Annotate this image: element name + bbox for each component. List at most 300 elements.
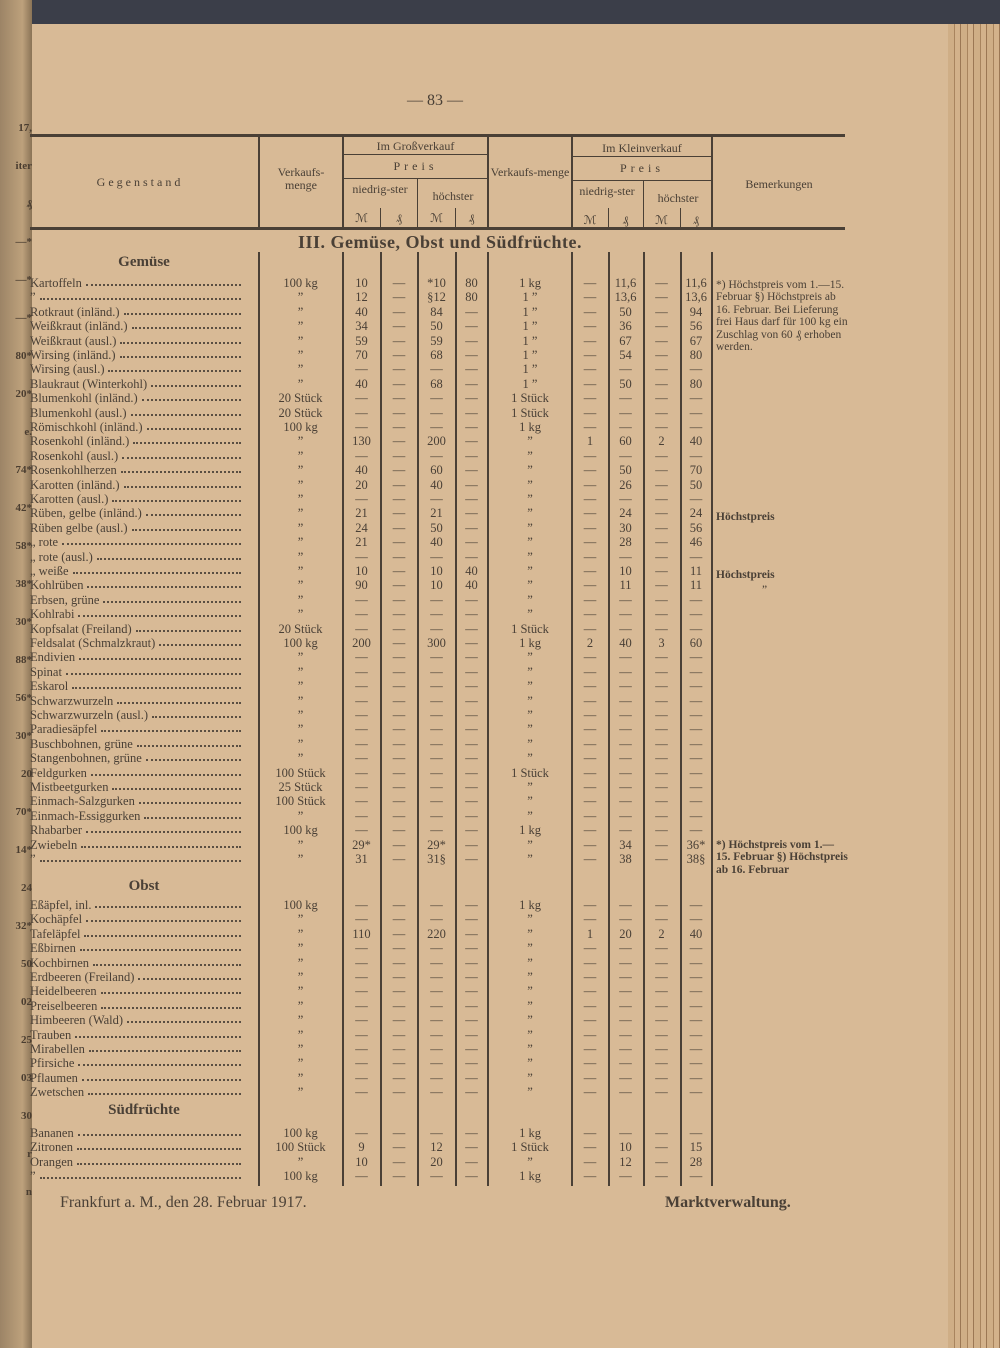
menge-klein: ” — [527, 998, 533, 1013]
klein-niedrigster-mark: — — [583, 1154, 597, 1169]
gross-niedrigster-pfennig: — — [392, 1027, 406, 1042]
gross-hoechster-pfennig: 40 — [465, 578, 478, 593]
menge-gross: ” — [297, 535, 304, 550]
gross-hoechster-pfennig: — — [465, 1027, 478, 1042]
klein-hoechster-mark: — — [655, 898, 668, 912]
gross-niedrigster-pfennig: — — [392, 837, 406, 852]
menge-klein: 1 kg — [519, 276, 541, 290]
dot-leader — [142, 391, 241, 401]
klein-niedrigster-pfennig: 67 — [619, 333, 632, 348]
menge-klein: ” — [527, 535, 533, 550]
klein-hoechster-mark: — — [655, 520, 668, 535]
item-name-cell — [30, 535, 245, 549]
gross-hoechster-mark: — — [430, 808, 443, 823]
menge-gross: 100 kg — [283, 636, 318, 650]
item-name: Römischkohl (inländ.) — [30, 420, 143, 434]
dot-leader — [136, 622, 241, 632]
klein-hoechster-pfennig: 60 — [689, 636, 703, 650]
klein-hoechster-mark: — — [655, 736, 668, 751]
remark-rueben: Höchstpreis — [716, 511, 775, 523]
klein-niedrigster-pfennig: — — [619, 1169, 632, 1184]
klein-niedrigster-mark: — — [583, 708, 597, 722]
menge-gross: ” — [297, 650, 304, 665]
klein-hoechster-pfennig: — — [689, 736, 703, 751]
gross-hoechster-pfennig: — — [465, 765, 478, 780]
header-verkaufsmenge-gross: Verkaufs-menge — [277, 165, 325, 192]
margin-fragment: 30* — [15, 616, 32, 628]
header-rule — [572, 156, 712, 157]
gross-niedrigster-pfennig: — — [392, 549, 406, 564]
dot-leader — [86, 823, 241, 833]
item-name: Trauben — [30, 1027, 72, 1042]
header-preis-gross: Preis — [393, 159, 438, 173]
klein-hoechster-mark: — — [655, 304, 668, 319]
menge-klein: ” — [527, 794, 533, 809]
item-name-cell — [30, 1028, 245, 1042]
klein-niedrigster-pfennig: — — [619, 823, 632, 838]
klein-niedrigster-mark: — — [583, 736, 597, 751]
menge-gross: ” — [297, 319, 304, 334]
klein-hoechster-pfennig: — — [689, 984, 703, 999]
gross-hoechster-pfennig: — — [465, 549, 478, 564]
item-name: Rüben, gelbe (inländ.) — [30, 506, 142, 521]
gross-hoechster-pfennig: — — [465, 592, 478, 607]
menge-klein: ” — [527, 1085, 533, 1100]
klein-hoechster-pfennig: 28 — [689, 1154, 703, 1169]
dot-leader — [101, 984, 241, 994]
dot-leader — [78, 607, 241, 617]
gross-niedrigster-mark: — — [355, 405, 368, 420]
gross-niedrigster-mark: 34 — [355, 319, 368, 334]
gross-hoechster-pfennig: — — [465, 852, 478, 866]
dot-leader — [82, 1071, 241, 1081]
gross-hoechster-pfennig: — — [465, 1085, 478, 1100]
klein-hoechster-mark: — — [655, 333, 668, 348]
klein-hoechster-pfennig: — — [689, 650, 703, 665]
klein-hoechster-mark: — — [655, 664, 668, 679]
klein-hoechster-pfennig: — — [689, 1013, 703, 1028]
gross-hoechster-pfennig: — — [465, 1169, 478, 1184]
header-pfennig: ₰ — [396, 211, 402, 225]
gross-hoechster-pfennig: — — [465, 693, 478, 708]
header-pfennig: ₰ — [693, 213, 699, 227]
dot-leader — [159, 636, 241, 646]
menge-klein: ” — [527, 970, 533, 984]
gross-niedrigster-mark: — — [355, 1027, 368, 1042]
item-name-cell — [30, 708, 245, 722]
item-name: Pflaumen — [30, 1070, 78, 1085]
gross-hoechster-pfennig: — — [465, 448, 478, 463]
klein-hoechster-pfennig: 50 — [689, 477, 703, 492]
menge-klein: ” — [527, 477, 533, 492]
gross-niedrigster-mark: 10 — [355, 1154, 368, 1169]
klein-niedrigster-pfennig: — — [619, 448, 632, 463]
gross-niedrigster-mark: — — [355, 592, 368, 607]
menge-gross: 100 kg — [283, 898, 318, 912]
gross-niedrigster-pfennig: — — [392, 391, 406, 406]
header-mark: ℳ — [355, 211, 368, 225]
gross-niedrigster-pfennig: — — [392, 520, 406, 535]
table-row — [30, 956, 712, 970]
gross-niedrigster-pfennig: — — [392, 852, 406, 866]
menge-gross: 100 Stück — [275, 794, 326, 809]
item-name-cell — [30, 1056, 245, 1070]
gross-niedrigster-pfennig: — — [392, 955, 406, 970]
gross-hoechster-mark: — — [430, 679, 443, 694]
klein-niedrigster-mark: — — [583, 1056, 597, 1071]
gross-hoechster-pfennig: — — [465, 1070, 478, 1085]
dot-leader — [88, 1085, 241, 1095]
table-row — [30, 276, 712, 290]
menge-klein: 1 Stück — [511, 1140, 549, 1155]
menge-gross: ” — [297, 808, 304, 823]
gross-niedrigster-mark: — — [355, 765, 368, 780]
klein-niedrigster-pfennig: — — [619, 1042, 632, 1056]
gross-niedrigster-pfennig: — — [392, 506, 406, 521]
gross-niedrigster-pfennig: — — [392, 808, 406, 823]
item-name-cell — [30, 593, 245, 607]
gross-niedrigster-mark: — — [355, 664, 368, 679]
klein-niedrigster-pfennig: 10 — [619, 1140, 632, 1155]
item-name: Zitronen — [30, 1140, 74, 1155]
table-row — [30, 521, 712, 535]
menge-klein: ” — [527, 463, 533, 478]
column-rule — [487, 137, 489, 227]
klein-hoechster-mark: — — [655, 276, 668, 290]
klein-hoechster-pfennig: — — [689, 898, 703, 912]
klein-niedrigster-pfennig: — — [619, 765, 632, 780]
table-row — [30, 463, 712, 477]
menge-klein: ” — [527, 722, 533, 737]
klein-hoechster-pfennig: — — [689, 722, 703, 737]
gross-niedrigster-pfennig: — — [392, 405, 406, 420]
gross-niedrigster-pfennig: — — [392, 1085, 406, 1100]
klein-hoechster-mark: — — [655, 722, 668, 737]
header-mark: ℳ — [583, 213, 597, 227]
item-name: Wirsing (inländ.) — [30, 348, 116, 362]
table-row — [30, 1169, 712, 1183]
gross-hoechster-mark: 40 — [430, 535, 443, 550]
header-bottom-rule — [30, 227, 845, 230]
item-name-cell — [30, 1126, 245, 1140]
menge-gross: ” — [297, 1070, 304, 1085]
item-name: Rosenkohl (inländ.) — [30, 434, 130, 449]
gross-niedrigster-mark: 31 — [355, 852, 368, 866]
gross-hoechster-mark: 10 — [430, 578, 443, 593]
gross-niedrigster-mark: 24 — [355, 520, 368, 535]
menge-gross: ” — [297, 926, 304, 941]
dot-leader — [139, 794, 241, 804]
gross-hoechster-mark: — — [430, 998, 443, 1013]
klein-niedrigster-mark: — — [583, 998, 597, 1013]
gross-hoechster-mark: — — [430, 1169, 443, 1184]
menge-gross: ” — [297, 549, 304, 564]
item-name: Weißkraut (ausl.) — [30, 333, 117, 348]
gross-niedrigster-mark: — — [355, 1085, 368, 1100]
dot-leader — [78, 1056, 241, 1066]
gross-niedrigster-mark: — — [355, 679, 368, 694]
klein-niedrigster-mark: — — [583, 693, 597, 708]
item-name-cell — [30, 334, 245, 348]
menge-klein: 1 kg — [519, 1126, 541, 1140]
header-mark: ℳ — [430, 211, 443, 225]
gross-niedrigster-pfennig: — — [392, 276, 406, 290]
table-row — [30, 970, 712, 984]
table-row — [30, 334, 712, 348]
menge-klein: ” — [527, 941, 533, 956]
table-row — [30, 650, 712, 664]
menge-klein: ” — [527, 650, 533, 665]
klein-hoechster-mark: — — [655, 463, 668, 478]
item-name-cell — [30, 766, 245, 780]
item-name-cell — [30, 1085, 245, 1099]
menge-klein: ” — [527, 1056, 533, 1071]
item-name-cell — [30, 290, 245, 304]
item-name: Einmach-Essiggurken — [30, 808, 141, 823]
klein-niedrigster-pfennig: 10 — [619, 564, 632, 578]
item-name-cell — [30, 665, 245, 679]
item-name-cell — [30, 679, 245, 693]
header-grossverkauf: Im Großverkauf — [376, 139, 455, 153]
gross-niedrigster-pfennig: — — [392, 535, 406, 550]
klein-hoechster-mark: — — [655, 506, 668, 521]
item-name: „ weiße — [30, 564, 69, 578]
margin-fragment: 70* — [15, 806, 32, 818]
klein-niedrigster-pfennig: 54 — [619, 348, 632, 362]
item-name: Einmach-Salzgurken — [30, 794, 135, 809]
table-row — [30, 607, 712, 621]
gross-niedrigster-pfennig: — — [392, 998, 406, 1013]
gross-hoechster-pfennig: — — [465, 1140, 478, 1155]
gross-hoechster-pfennig: — — [465, 506, 478, 521]
klein-niedrigster-mark: — — [583, 898, 597, 912]
klein-hoechster-pfennig: 67 — [689, 333, 703, 348]
margin-fragment: 14* — [15, 844, 32, 856]
gross-niedrigster-pfennig: — — [392, 912, 406, 927]
klein-hoechster-pfennig: — — [689, 607, 703, 622]
klein-hoechster-mark: 3 — [658, 636, 665, 650]
klein-hoechster-pfennig: — — [689, 621, 703, 636]
klein-niedrigster-pfennig: — — [619, 693, 632, 708]
menge-klein: ” — [527, 1154, 533, 1169]
klein-hoechster-mark: — — [655, 912, 668, 927]
dot-leader — [127, 1013, 241, 1023]
klein-hoechster-pfennig: — — [689, 808, 703, 823]
item-name: Kochbirnen — [30, 955, 90, 970]
item-name-cell — [30, 391, 245, 405]
gross-niedrigster-mark: 10 — [355, 276, 368, 290]
table-row — [30, 1013, 712, 1027]
klein-niedrigster-pfennig: — — [619, 722, 632, 737]
table-row — [30, 593, 712, 607]
gross-niedrigster-mark: — — [355, 492, 368, 506]
klein-hoechster-pfennig: — — [689, 362, 703, 377]
gross-hoechster-mark: 21 — [430, 506, 443, 521]
klein-niedrigster-pfennig: 60 — [619, 434, 632, 449]
item-name-cell — [30, 276, 245, 290]
dot-leader — [124, 478, 241, 488]
menge-gross: ” — [297, 1042, 304, 1056]
dot-leader — [144, 809, 241, 819]
menge-gross: 25 Stück — [278, 780, 323, 794]
menge-gross: ” — [297, 520, 304, 535]
menge-gross: ” — [297, 751, 304, 766]
margin-fragment: 24 — [21, 882, 32, 894]
item-name: Karotten (inländ.) — [30, 477, 120, 492]
item-name: Wirsing (ausl.) — [30, 362, 105, 377]
gross-niedrigster-mark: 40 — [355, 463, 368, 478]
klein-niedrigster-pfennig: 13,6 — [614, 290, 637, 305]
menge-gross: 100 kg — [283, 1126, 318, 1140]
gross-hoechster-mark: 40 — [430, 477, 443, 492]
gross-niedrigster-mark: — — [355, 1169, 368, 1184]
klein-hoechster-mark: — — [655, 984, 668, 999]
gross-niedrigster-mark: 9 — [358, 1140, 365, 1155]
gross-hoechster-pfennig: — — [465, 780, 478, 794]
gross-niedrigster-pfennig: — — [392, 578, 406, 593]
menge-gross: 100 kg — [283, 1169, 318, 1184]
gross-niedrigster-mark: — — [355, 708, 368, 722]
klein-niedrigster-mark: — — [583, 1042, 597, 1056]
menge-klein: ” — [527, 564, 533, 578]
menge-gross: ” — [297, 304, 304, 319]
menge-klein: ” — [527, 1027, 533, 1042]
menge-klein: 1 ” — [522, 362, 538, 377]
gross-niedrigster-pfennig: — — [392, 926, 406, 941]
klein-niedrigster-pfennig: 11 — [619, 578, 632, 593]
klein-niedrigster-mark: — — [583, 1027, 597, 1042]
klein-niedrigster-mark: — — [583, 621, 597, 636]
menge-gross: ” — [297, 955, 304, 970]
klein-niedrigster-mark: 2 — [586, 636, 594, 650]
item-name: Blumenkohl (inländ.) — [30, 391, 138, 406]
gross-hoechster-mark: — — [430, 1013, 443, 1028]
gross-hoechster-mark: — — [430, 912, 443, 927]
gross-hoechster-mark: 300 — [427, 636, 446, 650]
klein-hoechster-mark: — — [655, 405, 668, 420]
item-name: Rosenkohl (ausl.) — [30, 448, 119, 463]
klein-niedrigster-pfennig: — — [619, 650, 632, 665]
klein-niedrigster-mark: — — [583, 376, 597, 391]
klein-niedrigster-mark: — — [583, 592, 597, 607]
margin-fragment: 32* — [15, 920, 32, 932]
gross-hoechster-mark: — — [430, 780, 443, 794]
dot-leader — [147, 420, 242, 430]
item-name-cell — [30, 607, 245, 621]
klein-niedrigster-mark: — — [583, 1013, 597, 1028]
klein-niedrigster-pfennig: — — [619, 1013, 632, 1028]
klein-niedrigster-pfennig: — — [619, 955, 632, 970]
gross-niedrigster-mark: — — [355, 955, 368, 970]
gross-hoechster-pfennig: 80 — [465, 290, 478, 305]
item-name: Erbsen, grüne — [30, 592, 100, 607]
menge-klein: 1 ” — [522, 304, 538, 319]
klein-hoechster-pfennig: — — [689, 1042, 703, 1056]
gross-hoechster-pfennig: — — [465, 650, 478, 665]
menge-klein: ” — [527, 679, 533, 694]
gross-niedrigster-mark: 70 — [355, 348, 368, 362]
dot-leader — [80, 941, 241, 951]
gross-hoechster-pfennig: — — [465, 520, 478, 535]
gross-hoechster-pfennig: — — [465, 1126, 478, 1140]
table-row — [30, 679, 712, 693]
klein-hoechster-mark: — — [655, 852, 668, 866]
klein-hoechster-mark: — — [655, 376, 668, 391]
klein-niedrigster-pfennig: — — [619, 362, 632, 377]
item-name-cell — [30, 319, 245, 333]
gross-niedrigster-mark: — — [355, 1126, 368, 1140]
klein-niedrigster-mark: — — [583, 912, 597, 927]
gross-hoechster-pfennig: — — [465, 736, 478, 751]
gross-hoechster-mark: 68 — [430, 376, 443, 391]
gross-hoechster-pfennig: — — [465, 679, 478, 694]
item-name-cell — [30, 521, 245, 535]
menge-klein: 1 kg — [519, 823, 541, 838]
klein-hoechster-mark: — — [655, 549, 668, 564]
klein-niedrigster-pfennig: 40 — [619, 636, 632, 650]
klein-niedrigster-pfennig: 30 — [619, 520, 632, 535]
dot-leader — [75, 1028, 241, 1038]
menge-gross: ” — [297, 941, 304, 956]
klein-hoechster-mark: — — [655, 348, 668, 362]
gross-hoechster-pfennig: — — [465, 434, 478, 449]
gross-hoechster-pfennig: — — [465, 636, 478, 650]
klein-niedrigster-mark: — — [583, 535, 597, 550]
item-name-cell — [30, 970, 245, 984]
item-name-cell — [30, 838, 245, 852]
klein-niedrigster-pfennig: — — [619, 708, 632, 722]
gross-niedrigster-mark: — — [355, 823, 368, 838]
item-name-cell — [30, 420, 245, 434]
gross-hoechster-mark: 84 — [430, 304, 443, 319]
table-row — [30, 852, 712, 866]
table-row — [30, 941, 712, 955]
gross-hoechster-mark: 68 — [430, 348, 443, 362]
dot-leader — [95, 898, 241, 908]
klein-niedrigster-mark: — — [583, 549, 597, 564]
gross-hoechster-pfennig: — — [465, 970, 478, 984]
dot-leader — [101, 999, 241, 1009]
gross-niedrigster-mark: — — [355, 736, 368, 751]
table-row — [30, 636, 712, 650]
column-rule — [258, 137, 260, 227]
gross-hoechster-mark: — — [430, 955, 443, 970]
menge-gross: ” — [297, 1056, 304, 1071]
dot-leader — [62, 535, 241, 545]
menge-klein: ” — [527, 592, 533, 607]
item-name: Feldgurken — [30, 765, 87, 780]
header-pfennig: ₰ — [468, 211, 475, 225]
margin-fragment: n — [25, 1186, 32, 1198]
menge-gross: 100 kg — [283, 823, 318, 838]
menge-gross: ” — [297, 376, 304, 391]
item-name-cell — [30, 463, 245, 477]
table-row — [30, 449, 712, 463]
klein-hoechster-pfennig: 56 — [689, 319, 703, 334]
gross-hoechster-mark: — — [430, 650, 443, 665]
header-niedrigster-gross: niedrig-ster — [352, 182, 408, 196]
menge-gross: 100 kg — [283, 420, 318, 434]
gross-hoechster-mark: — — [430, 1042, 443, 1056]
gross-hoechster-mark: — — [430, 941, 443, 956]
klein-hoechster-pfennig: 11 — [689, 578, 703, 593]
table-row — [30, 406, 712, 420]
klein-hoechster-pfennig: — — [689, 1070, 703, 1085]
item-name: Erdbeeren (Freiland) — [30, 970, 135, 984]
klein-niedrigster-mark: 1 — [586, 434, 594, 449]
klein-hoechster-pfennig: — — [689, 664, 703, 679]
klein-hoechster-pfennig: — — [689, 765, 703, 780]
